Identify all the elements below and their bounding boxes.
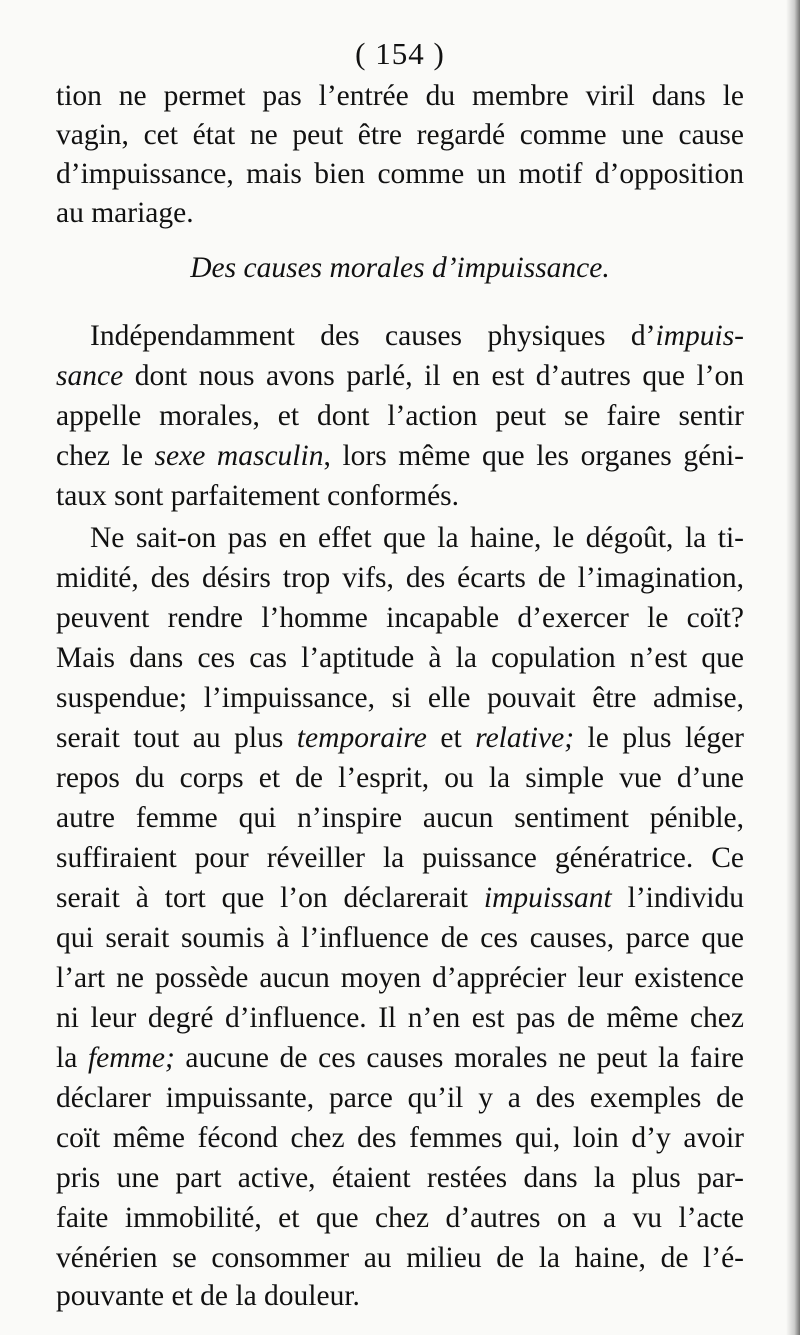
text-line	[56, 1276, 744, 1316]
text-line	[56, 878, 744, 918]
italic-segment: temporaire	[296, 722, 427, 754]
text-segment: appelle morales, et dont l’action peut se faire sentir	[56, 400, 744, 432]
text-segment: Ne sait-on pas en effet que la haine, le dégoût, la ti-	[90, 522, 744, 554]
text-line	[56, 678, 744, 718]
text-segment: taux sont parfaitement conformés.	[56, 480, 460, 512]
text-segment: vagin, cet état ne peut être regardé comme une cause	[56, 119, 744, 151]
text-line	[56, 1078, 744, 1118]
text-line	[56, 1118, 744, 1158]
text-segment: pris une part active, étaient restées dans la plus par-	[56, 1162, 744, 1194]
text-line	[56, 758, 744, 798]
italic-segment: femme;	[87, 1042, 175, 1074]
text-segment: Mais dans ces cas l’aptitude à la copulation n’est que	[56, 642, 744, 674]
text-segment: ni leur degré d’influence. Il n’en est pas de même chez	[56, 1002, 744, 1034]
italic-segment: Des causes morales d’impuissance.	[190, 252, 610, 284]
text-line	[56, 115, 744, 155]
text-segment: coït même fécond chez des femmes qui, loin d’y avoir	[56, 1122, 744, 1154]
text-line	[56, 958, 744, 998]
text-line	[56, 638, 744, 678]
page-number: ( 154 )	[355, 36, 445, 71]
italic-segment: impuis-	[655, 320, 744, 352]
text-segment: , lors même que les organes géni-	[323, 440, 745, 472]
italic-segment: sance	[56, 360, 124, 392]
text-line	[56, 798, 744, 838]
text-line	[90, 316, 744, 356]
text-segment: repos du corps et de l’esprit, ou la simple vue d’une	[56, 762, 744, 794]
text-segment: qui serait soumis à l’influence de ces causes, parce que	[56, 922, 744, 954]
italic-segment: impuissant	[483, 882, 612, 914]
text-segment: la	[56, 1042, 88, 1074]
text-segment: dont nous avons parlé, il en est d’autres que l’on	[123, 360, 744, 392]
text-segment: serait à tort que l’on déclarerait	[56, 882, 484, 914]
text-segment: faite immobilité, et que chez d’autres on a vu l’acte	[56, 1202, 744, 1234]
text-segment: tion ne permet pas l’entrée du membre viril dans le	[56, 80, 744, 112]
text-segment: suspendue; l’impuissance, si elle pouvait être admise,	[56, 682, 744, 714]
text-line	[56, 154, 744, 194]
text-segment: serait tout au plus	[56, 722, 297, 754]
text-line	[56, 718, 744, 758]
text-line	[56, 1238, 744, 1278]
text-segment: suffiraient pour réveiller la puissance génératrice. Ce	[56, 842, 744, 874]
text-line	[56, 1198, 744, 1238]
text-segment: aucune de ces causes morales ne peut la faire	[174, 1042, 744, 1074]
text-segment: au mariage.	[56, 197, 194, 229]
text-line	[56, 436, 744, 476]
text-segment: l’individu	[611, 882, 745, 914]
text-segment: d’impuissance, mais bien comme un motif d’opposition	[56, 158, 744, 190]
italic-segment: relative;	[475, 722, 575, 754]
text-segment: et	[426, 722, 476, 754]
text-line	[56, 356, 744, 396]
text-line	[56, 558, 744, 598]
text-segment: vénérien se consommer au milieu de la haine, de l’é-	[56, 1242, 744, 1274]
text-segment: Indépendamment des causes physiques d’	[90, 320, 656, 352]
text-segment: l’art ne possède aucun moyen d’apprécier leur existence	[56, 962, 744, 994]
text-line	[56, 76, 744, 116]
text-line	[90, 518, 744, 558]
text-segment: peuvent rendre l’homme incapable d’exercer le coït?	[56, 602, 744, 634]
text-line	[56, 476, 744, 516]
text-line	[56, 598, 744, 638]
text-segment: autre femme qui n’inspire aucun sentiment pénible,	[56, 802, 744, 834]
italic-segment: sexe masculin	[154, 440, 324, 472]
page-edge-shadow	[786, 0, 800, 1335]
text-line	[56, 193, 744, 233]
text-line	[56, 1158, 744, 1198]
text-line	[56, 918, 744, 958]
text-segment: chez le	[56, 440, 155, 472]
text-line	[56, 838, 744, 878]
section-heading	[56, 248, 744, 288]
text-segment: le plus léger	[574, 722, 744, 754]
text-line	[56, 396, 744, 436]
text-line	[56, 998, 744, 1038]
text-segment: midité, des désirs trop vifs, des écarts de l’imagination,	[56, 562, 744, 594]
text-segment: pouvante et de la douleur.	[56, 1280, 360, 1312]
text-line	[56, 1038, 744, 1078]
text-segment: déclarer impuissante, parce qu’il y a des exemples de	[56, 1082, 744, 1114]
